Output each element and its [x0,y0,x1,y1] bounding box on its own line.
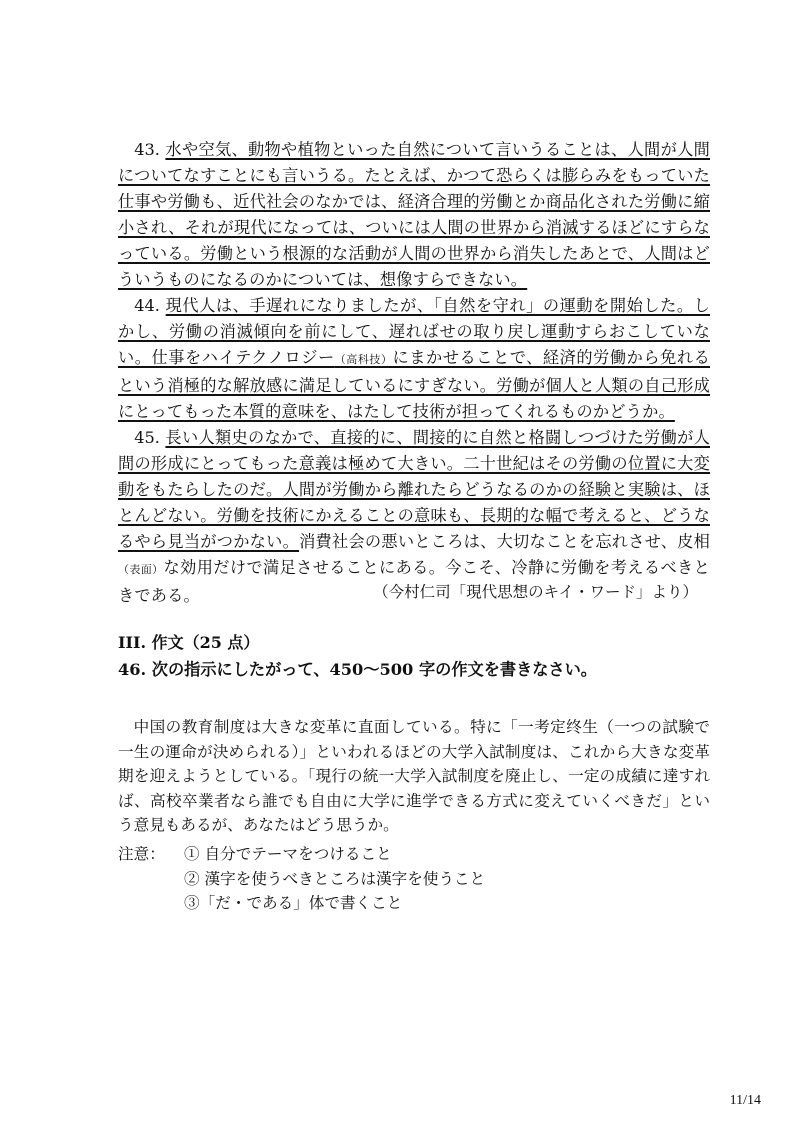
question-45-underlined-text: 長い人類史のなかで、直接的に、間接的に自然と格闘しつづけた労働が人間の形成にとってもった意義は極めて大きい。二十世紀はその労働の位置に大変動をもたらしたのだ。人間が労働から離れたらどうなるのかの経験と実験は、ほとんどない。労働を技術にかえることの意味も、長期的な幅で考えると、どうなるやら見当がつかない。 [118,428,710,551]
question-44-text-part2: にまかせることで、経済的労働から免れるという消極的な解放感に満足しているにすぎない。労働が個人と人類の自己形成にとってもった本質的意味を、はたして技術が担ってくれるものかどうか。 [118,348,710,421]
question-45-number: 45. [134,428,160,447]
question-44-text-part1: 現代人は、手遅れになりましたが、「自然を守れ」の運動を開始した。しかし、労働の消滅傾向を前にして、遅ればせの取り戻し運動すらおこしていない。仕事をハイテクノロジー [118,296,710,367]
passage-rest-gloss: （表面） [118,563,164,576]
question-43 [118,137,710,293]
note-row [118,891,485,916]
reading-passage [118,137,710,609]
question-44-underlined-text [118,296,710,421]
notes-label: 注意： [118,845,165,863]
passage-rest-part1: 消費社会の悪いところは、大切なことを忘れさせ、皮相 [299,532,710,551]
question-43-underlined-text: 水や空気、動物や植物といった自然について言いうることは、人間が人間についてなすことにも言いうる。たとえば、かつて恐らくは膨らみをもっていた仕事や労働も、近代社会のなかでは、経済合理的労働とか商品化された労働に縮小され、それが現代になっては、ついには人間の世界から消滅するほどにすらなっている。労働という根源的な活動が人間の世界から消失したあとで、人間はどういうものになるのかについては、想像すらできない。 [118,140,710,289]
note-row [118,867,485,892]
essay-task-heading: 46. 次の指示にしたがって、450～500 字の作文を書きなさい。 [118,660,597,679]
notes-block [118,842,485,916]
note-item: ② 漢字を使うべきところは漢字を使うこと [184,869,486,888]
question-44 [118,293,710,425]
page-number: 11/14 [729,1093,761,1108]
passage-rest-part2: な効用だけで満足させることにある。今こそ、冷静に労働を考えるべきときである。 [118,558,710,605]
note-item: ① 自分でテーマをつけること [184,845,392,863]
section-heading: III. 作文（25 点） [118,633,260,652]
source-citation: （今村仁司「現代思想のキイ・ワード」より） [373,583,698,601]
note-item: ③「だ・である」体で書くこと [184,894,403,912]
essay-prompt: 中国の教育制度は大きな変革に直面している。特に「一考定终生（一つの試験で一生の運命が決められる）」といわれるほどの大学入試制度は、これから大きな変革期を迎えようとしている。「現行の統一大学入試制度を廃止し、一定の成績に達すれば、高校卒業者なら誰でも自由に大学に進学できる方式に変えていくべきだ」という意見もあるが、あなたはどう思うか。 [118,718,710,834]
question-44-gloss: （高科技） [334,353,393,366]
note-row [118,842,485,867]
question-44-number: 44. [134,296,160,315]
question-43-number: 43. [134,140,160,159]
